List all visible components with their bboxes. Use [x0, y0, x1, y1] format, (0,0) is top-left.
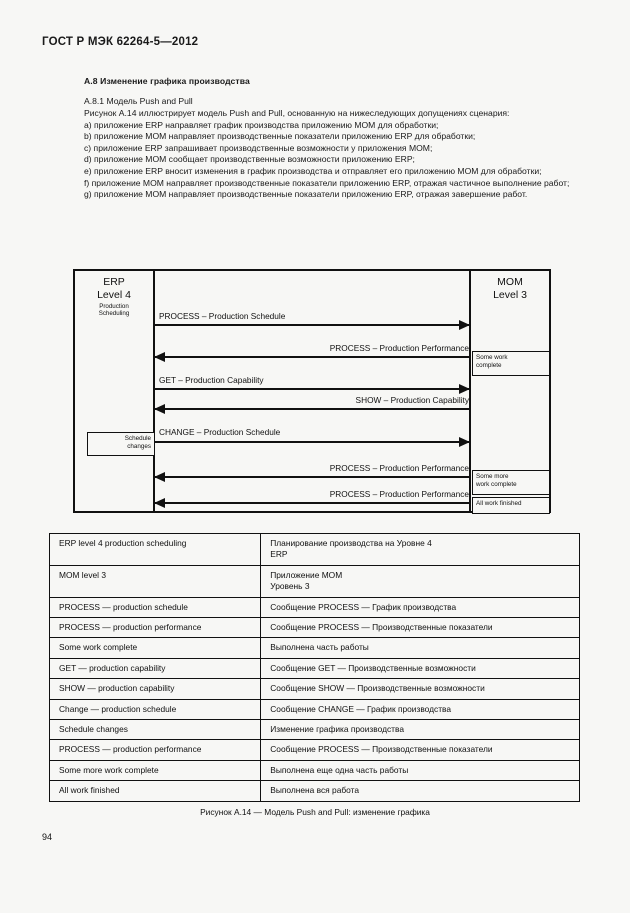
assumption-item-b: b) приложение MOM направляет производственные показатели приложению ERP для обработки; [84, 131, 476, 142]
assumption-item-f: f) приложение MOM направляет производственные показатели приложению ERP, отражая частичное выполнение работ; [84, 177, 570, 188]
sequence-diagram-figure [73, 269, 551, 513]
note-schedule-changes-line1: Schedule [124, 435, 151, 442]
arrowhead-left-icon [154, 498, 165, 508]
table-row [50, 658, 580, 678]
table-row [50, 720, 580, 740]
assumption-item-e: e) приложение ERP вносит изменения в график производства и отправляет его приложению MOM для обработки; [84, 165, 542, 176]
lifeline-erp-subtitle-line1: Production [99, 303, 129, 310]
legend-term-ru: Сообщение SHOW — Производственные возможности [261, 679, 580, 699]
body-text-block [42, 76, 588, 201]
lifeline-mom-title-line2: Level 3 [493, 288, 527, 301]
table-row [50, 638, 580, 658]
note-some-work-complete-line2: complete [476, 361, 502, 369]
message-arrow-3 [155, 388, 469, 390]
legend-term-ru [261, 534, 580, 566]
legend-term-en: PROCESS — production performance [50, 618, 261, 638]
lifeline-erp-subtitle-line2: Scheduling [98, 310, 130, 318]
legend-term-ru: Сообщение PROCESS — Производственные показатели [261, 740, 580, 760]
note-all-work-finished [472, 497, 550, 514]
message-label-2: PROCESS – Production Performance [329, 343, 469, 353]
page-number: 94 [42, 832, 53, 842]
subsection-heading: А.8.1 Модель Push and Pull [84, 96, 193, 106]
figure-caption: Рисунок А.14 — Модель Push and Pull: изменение графика [200, 807, 430, 817]
message-label-3: GET – Production Capability [159, 375, 264, 385]
lifeline-mom-title [471, 276, 549, 301]
legend-term-ru: Сообщение PROCESS — График производства [261, 597, 580, 617]
assumption-item-d: d) приложение MOM сообщает производственные возможности приложению ERP; [84, 154, 415, 165]
arrowhead-left-icon [154, 404, 165, 414]
section-heading: А.8 Изменение графика производства [84, 76, 250, 86]
table-row [50, 618, 580, 638]
legend-term-en: GET — production capability [50, 658, 261, 678]
legend-term-en: ERP level 4 production scheduling [50, 534, 261, 566]
legend-term-ru: Выполнена еще одна часть работы [261, 760, 580, 780]
note-some-work-complete [472, 351, 550, 376]
table-row [50, 565, 580, 597]
legend-term-ru: Сообщение PROCESS — Производственные показатели [261, 618, 580, 638]
table-row [50, 740, 580, 760]
legend-term-ru: Выполнена часть работы [261, 638, 580, 658]
legend-term-en: Change — production schedule [50, 699, 261, 719]
legend-term-ru-line2: ERP [270, 549, 288, 560]
arrowhead-right-icon [459, 384, 470, 394]
message-label-6: PROCESS – Production Performance [329, 463, 469, 473]
note-all-work-finished-line1: All work finished [476, 500, 522, 507]
legend-term-ru: Сообщение CHANGE — График производства [261, 699, 580, 719]
lifeline-mom-title-line1: MOM [497, 276, 523, 288]
message-arrow-4 [155, 408, 469, 410]
table-row [50, 781, 580, 801]
message-arrow-6 [155, 476, 469, 478]
legend-table [49, 533, 580, 802]
legend-term-ru: Выполнена вся работа [261, 781, 580, 801]
legend-term-en: PROCESS — production schedule [50, 597, 261, 617]
document-header-standard-id: ГОСТ Р МЭК 62264-5—2012 [42, 36, 199, 48]
lifeline-erp-title-line2: Level 4 [97, 288, 131, 301]
legend-term-en: PROCESS — production performance [50, 740, 261, 760]
message-label-7: PROCESS – Production Performance [329, 489, 469, 499]
legend-term-en: Some more work complete [50, 760, 261, 780]
assumption-item-g: g) приложение MOM направляет производственные показатели приложению ERP, отражая завершение работ. [84, 189, 528, 200]
table-row [50, 699, 580, 719]
table-row [50, 760, 580, 780]
legend-term-ru [261, 565, 580, 597]
table-row [50, 534, 580, 566]
legend-term-en: SHOW — production capability [50, 679, 261, 699]
note-some-more-work-complete-line2: work complete [476, 480, 517, 488]
intro-paragraph: Рисунок А.14 иллюстрирует модель Push and Pull, основанную на нижеследующих допущениях сценария: [84, 108, 510, 118]
table-row [50, 597, 580, 617]
legend-term-ru-line1: Приложение MOM [270, 569, 343, 580]
note-some-more-work-complete [472, 470, 550, 495]
legend-term-en: Some work complete [50, 638, 261, 658]
message-label-5: CHANGE – Production Schedule [159, 427, 281, 437]
arrowhead-right-icon [459, 437, 470, 447]
table-row [50, 679, 580, 699]
arrowhead-right-icon [459, 320, 470, 330]
lifeline-erp-title-line1: ERP [103, 276, 125, 288]
message-arrow-5 [155, 441, 469, 443]
note-some-more-work-complete-line1: Some more [476, 473, 509, 480]
legend-term-ru: Изменение графика производства [261, 720, 580, 740]
lifeline-erp-title [75, 276, 153, 301]
assumption-item-a: a) приложение ERP направляет график производства приложению MOM для обработки; [84, 119, 439, 130]
lifeline-erp-subtitle [75, 303, 153, 318]
legend-term-ru-line2: Уровень 3 [270, 581, 310, 592]
note-schedule-changes [87, 432, 155, 456]
message-arrow-1 [155, 324, 469, 326]
legend-term-en: MOM level 3 [50, 565, 261, 597]
legend-term-en: Schedule changes [50, 720, 261, 740]
arrowhead-left-icon [154, 472, 165, 482]
lifeline-box-erp [73, 269, 155, 513]
legend-term-ru-line1: Планирование производства на Уровне 4 [270, 538, 432, 548]
arrowhead-left-icon [154, 352, 165, 362]
note-some-work-complete-line1: Some work [476, 354, 508, 361]
legend-term-ru: Сообщение GET — Производственные возможности [261, 658, 580, 678]
assumption-item-c: c) приложение ERP запрашивает производственные возможности у приложения MOM; [84, 142, 433, 153]
message-label-4: SHOW – Production Capability [355, 395, 469, 405]
message-arrow-7 [155, 502, 469, 504]
note-schedule-changes-line2: changes [127, 442, 151, 450]
message-arrow-2 [155, 356, 469, 358]
message-label-1: PROCESS – Production Schedule [159, 311, 286, 321]
legend-term-en: All work finished [50, 781, 261, 801]
